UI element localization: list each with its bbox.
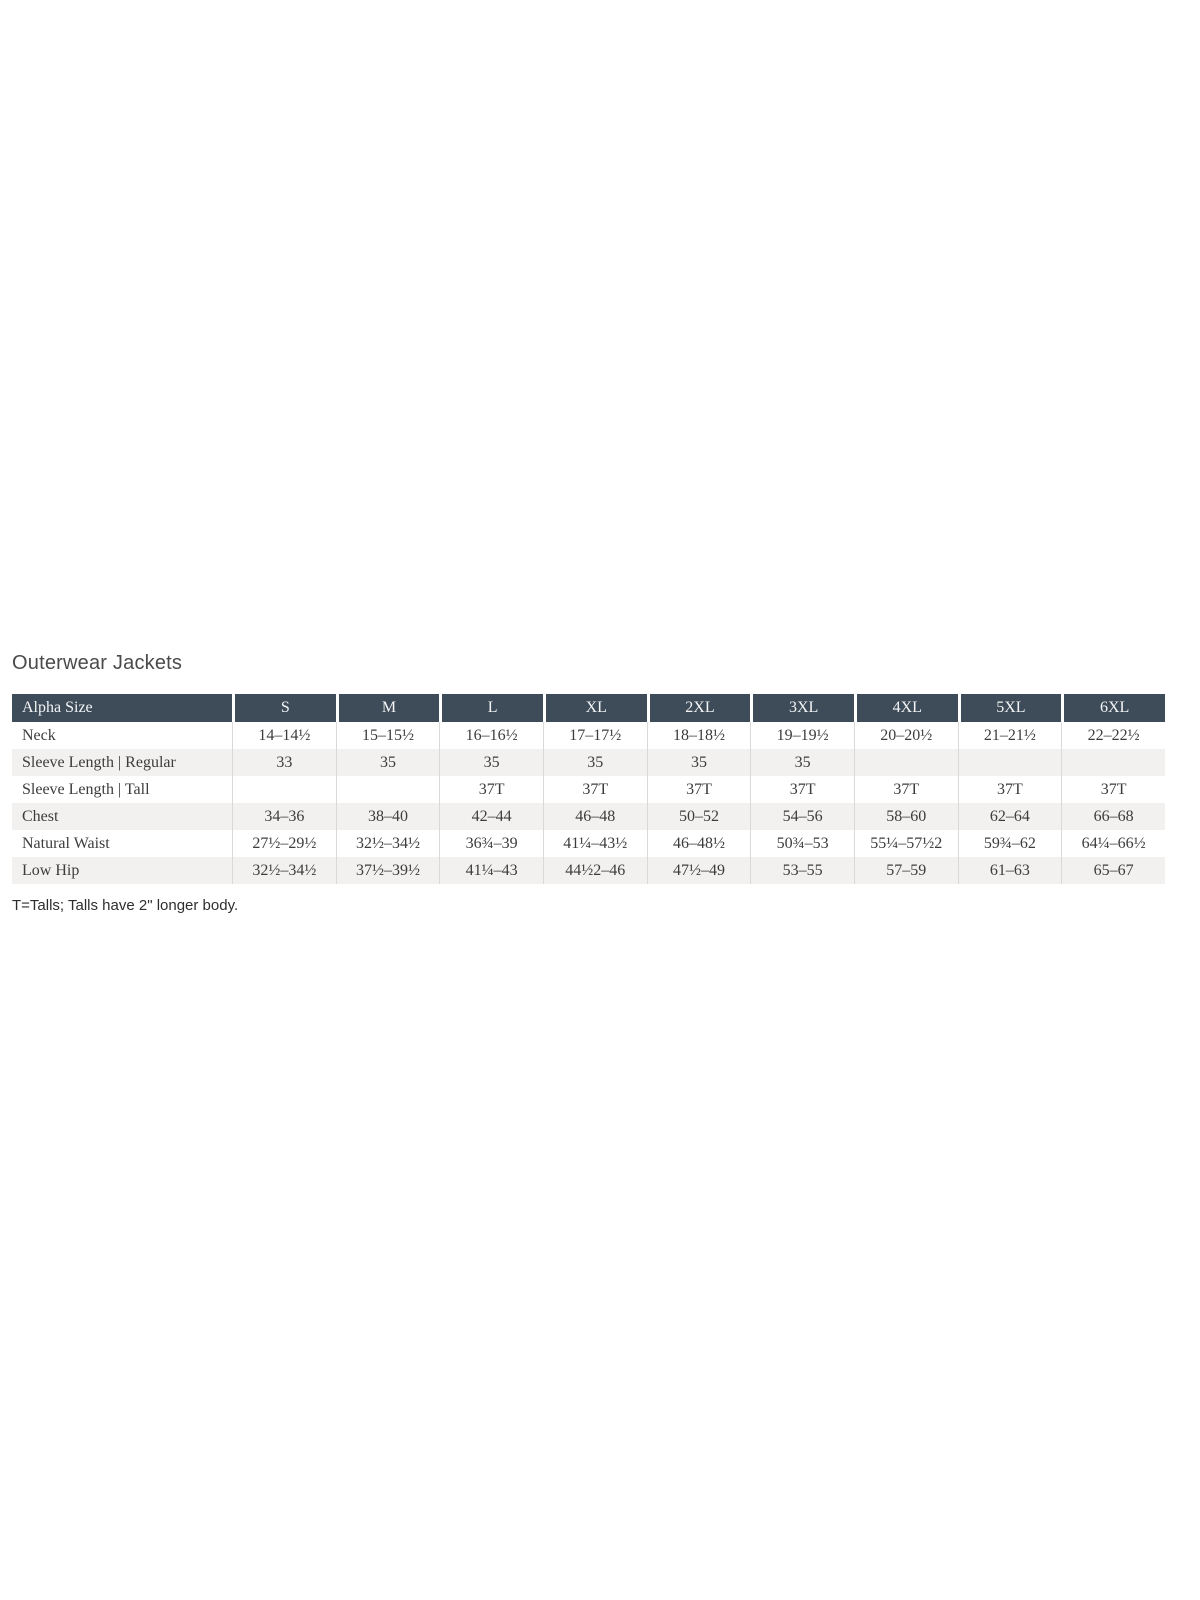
row-label: Chest (22, 807, 59, 825)
column-header-4xl: 4XL (854, 694, 958, 722)
cell (1061, 749, 1165, 776)
cell: 34–36 (232, 803, 336, 830)
row-label: Natural Waist (22, 834, 110, 852)
cell: 19–19½ (750, 722, 854, 749)
cell: 46–48½ (647, 830, 751, 857)
cell: 44½2–46 (543, 857, 647, 884)
cell: 35 (336, 749, 440, 776)
cell: 65–67 (1061, 857, 1165, 884)
cell: 47½–49 (647, 857, 751, 884)
cell: 37T (439, 776, 543, 803)
row-label: Low Hip (22, 861, 80, 879)
cell: 20–20½ (854, 722, 958, 749)
cell: 35 (750, 749, 854, 776)
row-label: Neck (22, 726, 56, 744)
cell: 37½–39½ (336, 857, 440, 884)
cell (958, 749, 1062, 776)
table-row-sleeve-regular (12, 749, 1165, 776)
column-header-xl: XL (543, 694, 647, 722)
cell: 55¼–57½2 (854, 830, 958, 857)
cell (336, 776, 440, 803)
cell: 37T (854, 776, 958, 803)
cell: 58–60 (854, 803, 958, 830)
column-header-3xl: 3XL (750, 694, 854, 722)
column-header-s: S (232, 694, 336, 722)
cell: 41¼–43½ (543, 830, 647, 857)
table-row-neck (12, 722, 1165, 749)
cell: 32½–34½ (232, 857, 336, 884)
cell: 37T (750, 776, 854, 803)
cell (232, 776, 336, 803)
column-header-m: M (336, 694, 440, 722)
cell: 50¾–53 (750, 830, 854, 857)
cell: 22–22½ (1061, 722, 1165, 749)
cell: 66–68 (1061, 803, 1165, 830)
cell: 54–56 (750, 803, 854, 830)
cell (854, 749, 958, 776)
cell: 35 (647, 749, 751, 776)
cell: 61–63 (958, 857, 1062, 884)
column-header-2xl: 2XL (647, 694, 751, 722)
cell: 35 (543, 749, 647, 776)
cell: 41¼–43 (439, 857, 543, 884)
table-row-sleeve-tall (12, 776, 1165, 803)
cell: 37T (543, 776, 647, 803)
cell: 38–40 (336, 803, 440, 830)
row-label: Sleeve Length | Tall (22, 780, 150, 798)
footnote: T=Talls; Talls have 2" longer body. (12, 897, 239, 914)
cell: 33 (232, 749, 336, 776)
header-row (12, 694, 1165, 722)
cell: 27½–29½ (232, 830, 336, 857)
cell: 32½–34½ (336, 830, 440, 857)
cell: 17–17½ (543, 722, 647, 749)
cell: 15–15½ (336, 722, 440, 749)
cell: 14–14½ (232, 722, 336, 749)
cell: 37T (958, 776, 1062, 803)
cell: 53–55 (750, 857, 854, 884)
cell: 37T (1061, 776, 1165, 803)
table-row-natural-waist (12, 830, 1165, 857)
column-header-6xl: 6XL (1061, 694, 1165, 722)
cell: 18–18½ (647, 722, 751, 749)
cell: 46–48 (543, 803, 647, 830)
size-chart-table (12, 694, 1165, 884)
cell: 16–16½ (439, 722, 543, 749)
column-header-l: L (439, 694, 543, 722)
cell: 21–21½ (958, 722, 1062, 749)
cell: 62–64 (958, 803, 1062, 830)
cell: 50–52 (647, 803, 751, 830)
column-header-alpha-size: Alpha Size (12, 694, 232, 722)
cell: 42–44 (439, 803, 543, 830)
cell: 64¼–66½ (1061, 830, 1165, 857)
row-label: Sleeve Length | Regular (22, 753, 176, 771)
cell: 36¾–39 (439, 830, 543, 857)
cell: 37T (647, 776, 751, 803)
size-chart-section (12, 652, 1167, 914)
table-row-chest (12, 803, 1165, 830)
table-row-low-hip (12, 857, 1165, 884)
cell: 59¾–62 (958, 830, 1062, 857)
cell: 57–59 (854, 857, 958, 884)
cell: 35 (439, 749, 543, 776)
page-title: Outerwear Jackets (12, 652, 183, 674)
column-header-5xl: 5XL (958, 694, 1062, 722)
